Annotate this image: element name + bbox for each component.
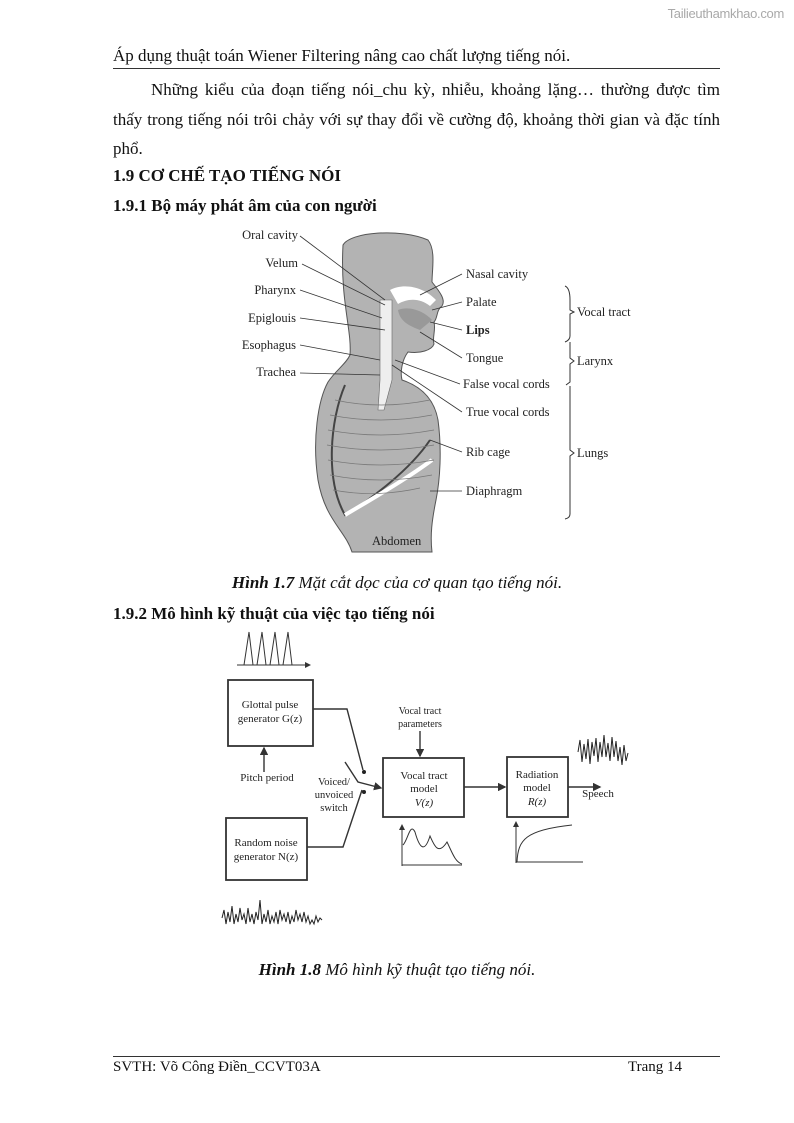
header-divider	[113, 68, 720, 69]
label-velum: Velum	[265, 256, 298, 270]
footer-divider	[113, 1056, 720, 1057]
watermark: Tailieuthamkhao.com	[667, 6, 784, 21]
caption-number: Hình 1.7	[231, 573, 295, 592]
group-lungs: Lungs	[577, 446, 609, 460]
footer-author: SVTH: Võ Công Điền_CCVT03A	[113, 1059, 321, 1075]
label-tongue: Tongue	[466, 351, 504, 365]
caption-number: Hình 1.8	[258, 960, 321, 979]
radiation-label-1: Radiation	[515, 769, 559, 781]
speech-label: Speech	[582, 788, 614, 800]
body-paragraph: Những kiểu của đoạn tiếng nói_chu kỳ, nhiễu, khoảng lặng… thường được tìm thấy trong tiếng nói trôi chảy với sự thay đổi về cường độ, khoảng thời gian và đặc tính phổ.	[113, 80, 720, 158]
switch-label-3: switch	[320, 803, 348, 814]
speech-waveform-icon	[578, 735, 628, 765]
noise-label-1: Random noise	[234, 837, 298, 849]
radiation-response-icon	[516, 822, 583, 863]
section-heading-1-9-2: 1.9.2 Mô hình kỹ thuật của việc tạo tiếng nói	[113, 604, 435, 623]
pitch-period-label: Pitch period	[240, 772, 294, 784]
glottal-label-2: generator G(z)	[237, 713, 303, 725]
vocal-label-2: model	[410, 783, 438, 795]
label-diaphragm: Diaphragm	[466, 484, 523, 498]
label-pharynx: Pharynx	[254, 283, 296, 297]
pulse-train-icon	[237, 632, 310, 665]
caption-text: Mô hình kỹ thuật tạo tiếng nói.	[321, 960, 536, 979]
label-trachea: Trachea	[256, 365, 296, 379]
figure-1-8-caption	[0, 960, 794, 980]
footer-page-number: Trang 14	[628, 1059, 683, 1075]
glottal-label-1: Glottal pulse	[241, 699, 299, 711]
vocal-label-3: V(z)	[414, 797, 434, 809]
caption-text: Mặt cắt dọc của cơ quan tạo tiếng nói.	[294, 573, 563, 592]
label-epiglottis: Epiglouis	[248, 311, 296, 325]
switch-label-1: Voiced/	[318, 777, 350, 788]
section-heading-1-9-1: 1.9.1 Bộ máy phát âm của con người	[113, 196, 377, 215]
label-oral-cavity: Oral cavity	[242, 228, 298, 242]
radiation-label-3: R(z)	[527, 796, 547, 808]
noise-box	[226, 818, 307, 880]
label-abdomen: Abdomen	[372, 534, 422, 548]
label-esophagus: Esophagus	[241, 338, 296, 352]
group-larynx: Larynx	[577, 354, 614, 368]
section-heading-1-9: 1.9 CƠ CHẾ TẠO TIẾNG NÓI	[113, 166, 341, 185]
figure-speech-model	[210, 625, 640, 945]
params-label-2: parameters	[398, 719, 442, 730]
noise-label-2: generator N(z)	[233, 851, 299, 863]
label-true-vocal-cords: True vocal cords	[466, 405, 550, 419]
group-brackets	[565, 286, 574, 519]
group-vocal-tract: Vocal tract	[577, 305, 631, 319]
label-rib-cage: Rib cage	[466, 445, 511, 459]
body-silhouette	[316, 233, 444, 552]
switch-label-2: unvoiced	[314, 790, 354, 801]
vocal-label-1: Vocal tract	[400, 770, 448, 782]
label-palate: Palate	[466, 295, 497, 309]
running-header: Áp dụng thuật toán Wiener Filtering nâng cao chất lượng tiếng nói.	[113, 46, 571, 65]
params-label-1: Vocal tract	[398, 706, 442, 717]
label-lips: Lips	[466, 323, 490, 337]
figure-1-7-caption	[0, 573, 794, 593]
noise-waveform-icon	[222, 900, 322, 924]
radiation-label-2: model	[523, 782, 551, 794]
vocal-tract-response-icon	[402, 825, 462, 866]
figure-vocal-anatomy	[210, 220, 640, 560]
label-nasal-cavity: Nasal cavity	[466, 267, 529, 281]
label-false-vocal-cords: False vocal cords	[463, 377, 550, 391]
